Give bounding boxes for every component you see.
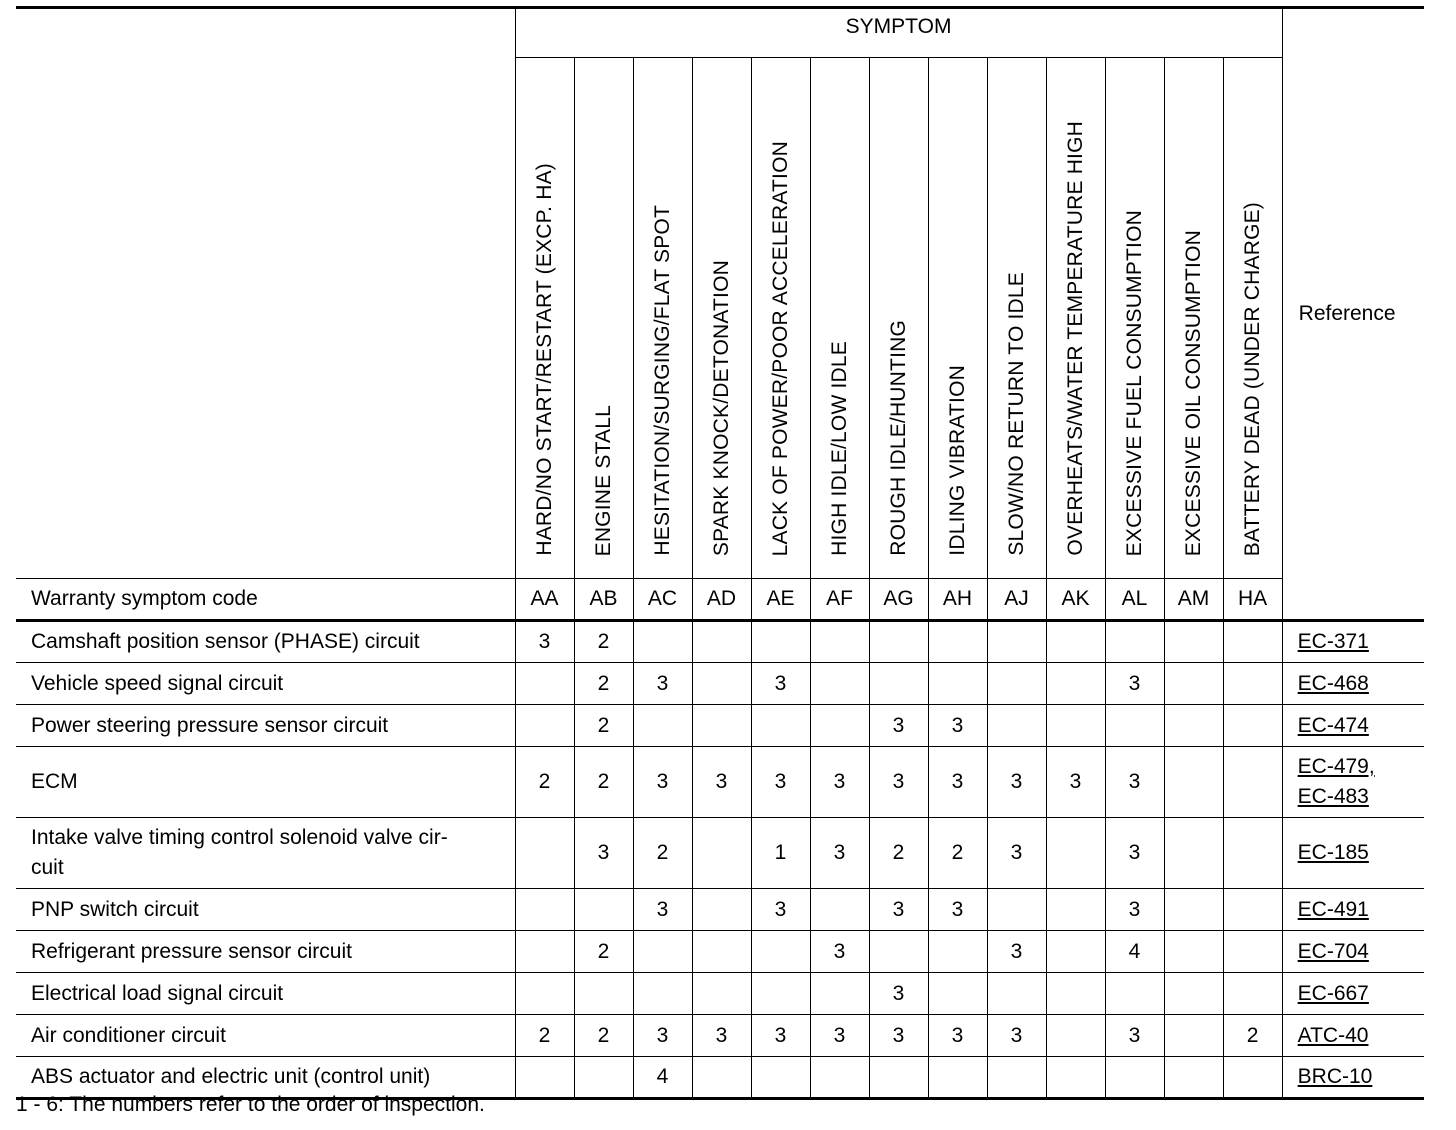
inspection-order-cell: 3 (1105, 747, 1164, 818)
warranty-code-label: Warranty symptom code (16, 579, 515, 621)
row-label-text: Power steering pressure sensor circuit (31, 713, 389, 737)
table-row (16, 889, 1424, 931)
reference-cell (1282, 747, 1424, 818)
reference-link[interactable]: EC-474 (1297, 713, 1369, 737)
inspection-order-cell (1223, 818, 1282, 889)
reference-cell (1282, 889, 1424, 931)
warranty-code: AD (692, 579, 751, 621)
reference-link[interactable]: EC-704 (1297, 939, 1369, 963)
table-row (16, 621, 1424, 663)
inspection-order-cell (574, 1057, 633, 1099)
symptom-header-label: EXCESSIVE FUEL CONSUMPTION (1122, 209, 1146, 556)
row-label-text: Refrigerant pressure sensor circuit (31, 939, 352, 963)
inspection-order-cell: 3 (692, 1015, 751, 1057)
warranty-code: AK (1046, 579, 1105, 621)
inspection-order-cell (692, 818, 751, 889)
inspection-order-cell (574, 973, 633, 1015)
row-label (16, 889, 515, 931)
inspection-order-cell (692, 1057, 751, 1099)
inspection-order-cell: 2 (574, 931, 633, 973)
inspection-order-cell: 3 (928, 1015, 987, 1057)
reference-cell (1282, 818, 1424, 889)
symptom-header-label: OVERHEATS/WATER TEMPERATURE HIGH (1063, 121, 1087, 556)
inspection-order-cell (810, 663, 869, 705)
row-label-text: ECM (31, 770, 78, 793)
row-label-text: Electrical load signal circuit (31, 981, 284, 1005)
inspection-order-cell: 4 (633, 1057, 692, 1099)
reference-link[interactable]: BRC-10 (1297, 1065, 1373, 1088)
inspection-order-cell (810, 705, 869, 747)
inspection-order-cell (1164, 621, 1223, 663)
inspection-order-cell (1046, 1015, 1105, 1057)
inspection-order-cell (987, 663, 1046, 705)
row-label-text: Intake valve timing control solenoid valve cir- (31, 826, 448, 849)
inspection-order-cell (1105, 621, 1164, 663)
reference-cell (1282, 663, 1424, 705)
inspection-order-cell (1046, 931, 1105, 973)
inspection-order-cell (928, 663, 987, 705)
inspection-order-cell (1164, 1015, 1223, 1057)
row-label-text: Camshaft position sensor (PHASE) circuit (31, 630, 420, 653)
inspection-order-cell (692, 889, 751, 931)
inspection-order-cell (692, 705, 751, 747)
symptom-header-label: HESITATION/SURGING/FLAT SPOT (650, 205, 674, 556)
reference-cell (1282, 931, 1424, 973)
header-blank-cell (16, 8, 515, 579)
symptom-header-label: BATTERY DEAD (UNDER CHARGE) (1240, 201, 1264, 556)
row-label-text: ABS actuator and electric unit (control unit) (31, 1065, 431, 1088)
inspection-order-cell: 2 (574, 1015, 633, 1057)
inspection-order-cell (869, 621, 928, 663)
inspection-order-cell: 3 (633, 663, 692, 705)
inspection-order-cell (515, 663, 574, 705)
warranty-code: AF (810, 579, 869, 621)
inspection-order-cell: 2 (574, 747, 633, 818)
inspection-order-cell (928, 621, 987, 663)
symptom-header-cell (692, 58, 751, 579)
inspection-order-cell: 3 (751, 747, 810, 818)
symptom-header-cell (928, 58, 987, 579)
symptom-header-cell (1105, 58, 1164, 579)
inspection-order-cell (1046, 1057, 1105, 1099)
inspection-order-cell: 2 (633, 818, 692, 889)
symptom-table-wrapper (16, 6, 1424, 1100)
inspection-order-cell (574, 889, 633, 931)
symptom-header-label: SLOW/NO RETURN TO IDLE (1004, 272, 1028, 556)
inspection-order-cell: 3 (633, 889, 692, 931)
reference-link[interactable]: EC-479, (1297, 755, 1375, 778)
inspection-order-cell (751, 1057, 810, 1099)
inspection-order-cell (1046, 818, 1105, 889)
row-label (16, 931, 515, 973)
symptom-matrix-table (16, 6, 1424, 1100)
inspection-order-cell (1223, 889, 1282, 931)
row-label (16, 705, 515, 747)
inspection-order-cell (1223, 1057, 1282, 1099)
symptom-header-label: ROUGH IDLE/HUNTING (886, 320, 910, 556)
inspection-order-cell: 3 (1105, 663, 1164, 705)
inspection-order-cell (928, 973, 987, 1015)
warranty-code: AH (928, 579, 987, 621)
inspection-order-cell: 3 (987, 931, 1046, 973)
inspection-order-cell (987, 973, 1046, 1015)
warranty-code: AG (869, 579, 928, 621)
warranty-code: AB (574, 579, 633, 621)
inspection-order-cell (869, 663, 928, 705)
inspection-order-cell (1164, 931, 1223, 973)
reference-link[interactable]: EC-483 (1297, 785, 1369, 808)
inspection-order-cell (1046, 663, 1105, 705)
inspection-order-cell (1223, 663, 1282, 705)
inspection-order-cell (1223, 747, 1282, 818)
symptom-title: SYMPTOM (515, 8, 1282, 58)
inspection-order-cell: 3 (692, 747, 751, 818)
table-row (16, 747, 1424, 818)
row-label (16, 747, 515, 818)
inspection-order-cell: 3 (987, 818, 1046, 889)
inspection-order-cell (810, 973, 869, 1015)
inspection-order-cell (1046, 621, 1105, 663)
reference-header: Reference (1282, 8, 1424, 621)
reference-cell (1282, 705, 1424, 747)
inspection-order-cell: 3 (928, 889, 987, 931)
inspection-order-cell (515, 973, 574, 1015)
inspection-order-cell: 3 (574, 818, 633, 889)
reference-link[interactable]: EC-468 (1297, 671, 1369, 695)
table-row (16, 663, 1424, 705)
inspection-order-cell (692, 663, 751, 705)
reference-cell (1282, 621, 1424, 663)
symptom-header-cell (1046, 58, 1105, 579)
row-label (16, 818, 515, 889)
symptom-header-label: HIGH IDLE/LOW IDLE (827, 341, 851, 556)
inspection-order-cell: 3 (987, 1015, 1046, 1057)
inspection-order-cell (928, 931, 987, 973)
symptom-header-label: SPARK KNOCK/DETONATION (709, 259, 733, 556)
inspection-order-cell: 3 (810, 818, 869, 889)
inspection-order-cell: 3 (633, 747, 692, 818)
row-label (16, 621, 515, 663)
inspection-order-cell (1105, 705, 1164, 747)
symptom-header-label: IDLING VIBRATION (945, 365, 969, 556)
warranty-code: AJ (987, 579, 1046, 621)
symptom-header-cell (574, 58, 633, 579)
symptom-header-label: EXCESSIVE OIL CONSUMPTION (1181, 229, 1205, 556)
inspection-order-cell: 2 (1223, 1015, 1282, 1057)
inspection-order-cell: 3 (633, 1015, 692, 1057)
inspection-order-cell: 3 (1105, 818, 1164, 889)
inspection-order-cell: 3 (810, 931, 869, 973)
inspection-order-cell (987, 1057, 1046, 1099)
inspection-order-cell (515, 931, 574, 973)
inspection-order-cell (751, 931, 810, 973)
inspection-order-cell: 2 (515, 747, 574, 818)
inspection-order-cell: 2 (515, 1015, 574, 1057)
inspection-order-cell: 3 (869, 747, 928, 818)
inspection-order-cell: 3 (751, 663, 810, 705)
inspection-order-cell (1223, 973, 1282, 1015)
warranty-code: AL (1105, 579, 1164, 621)
inspection-order-cell: 3 (928, 747, 987, 818)
inspection-order-cell (987, 889, 1046, 931)
inspection-order-cell (869, 1057, 928, 1099)
inspection-order-cell (633, 931, 692, 973)
reference-link[interactable]: EC-667 (1297, 981, 1369, 1005)
symptom-header-cell (633, 58, 692, 579)
inspection-order-cell (515, 889, 574, 931)
row-label (16, 973, 515, 1015)
inspection-order-cell: 2 (574, 663, 633, 705)
warranty-code: AA (515, 579, 574, 621)
inspection-order-cell (1046, 705, 1105, 747)
inspection-order-cell: 3 (987, 747, 1046, 818)
inspection-order-cell: 4 (1105, 931, 1164, 973)
inspection-order-cell (1164, 705, 1223, 747)
inspection-order-cell (928, 1057, 987, 1099)
inspection-order-cell: 3 (869, 705, 928, 747)
inspection-order-cell (1164, 1057, 1223, 1099)
symptom-header-cell (1164, 58, 1223, 579)
inspection-order-cell: 3 (1105, 1015, 1164, 1057)
reference-link[interactable]: EC-371 (1297, 630, 1369, 653)
inspection-order-cell (987, 621, 1046, 663)
row-label (16, 1015, 515, 1057)
reference-cell (1282, 973, 1424, 1015)
inspection-order-cell: 2 (574, 621, 633, 663)
inspection-order-cell: 3 (810, 747, 869, 818)
inspection-order-cell (633, 705, 692, 747)
reference-link[interactable]: EC-491 (1297, 897, 1369, 921)
warranty-code: AE (751, 579, 810, 621)
table-row (16, 705, 1424, 747)
inspection-order-cell (987, 705, 1046, 747)
inspection-order-cell (633, 621, 692, 663)
inspection-order-cell (515, 705, 574, 747)
table-row (16, 931, 1424, 973)
symptom-header-cell (515, 58, 574, 579)
inspection-order-cell (692, 931, 751, 973)
inspection-order-cell: 2 (928, 818, 987, 889)
inspection-order-cell (515, 1057, 574, 1099)
inspection-order-cell: 3 (1046, 747, 1105, 818)
table-body (16, 621, 1424, 1099)
warranty-code: HA (1223, 579, 1282, 621)
symptom-header-cell (810, 58, 869, 579)
inspection-order-cell (1164, 889, 1223, 931)
symptom-header-cell (751, 58, 810, 579)
inspection-order-cell (633, 973, 692, 1015)
inspection-order-cell (1046, 973, 1105, 1015)
reference-link[interactable]: ATC-40 (1297, 1023, 1369, 1047)
inspection-order-cell: 3 (869, 973, 928, 1015)
inspection-order-cell (751, 705, 810, 747)
inspection-order-cell (1105, 973, 1164, 1015)
inspection-order-cell: 3 (515, 621, 574, 663)
reference-link[interactable]: EC-185 (1297, 841, 1369, 864)
warranty-code: AC (633, 579, 692, 621)
table-row (16, 818, 1424, 889)
inspection-order-cell (751, 973, 810, 1015)
warranty-code-row (16, 579, 1424, 621)
symptom-header-label: ENGINE STALL (591, 404, 615, 556)
table-row (16, 1015, 1424, 1057)
inspection-order-cell: 3 (928, 705, 987, 747)
inspection-order-cell (692, 621, 751, 663)
inspection-order-cell: 1 (751, 818, 810, 889)
inspection-order-cell: 3 (869, 1015, 928, 1057)
inspection-order-cell (1164, 818, 1223, 889)
warranty-code: AM (1164, 579, 1223, 621)
inspection-order-cell (810, 1057, 869, 1099)
inspection-order-cell (810, 889, 869, 931)
reference-cell (1282, 1057, 1424, 1099)
inspection-order-cell (751, 621, 810, 663)
inspection-order-cell (1223, 621, 1282, 663)
row-label-text-continued: cuit (31, 856, 64, 879)
inspection-order-cell (1105, 1057, 1164, 1099)
inspection-order-cell (1164, 973, 1223, 1015)
symptom-header-cell (1223, 58, 1282, 579)
row-label (16, 663, 515, 705)
symptom-header-label: HARD/NO START/RESTART (EXCP. HA) (532, 163, 556, 556)
inspection-order-cell: 3 (810, 1015, 869, 1057)
inspection-order-cell: 3 (1105, 889, 1164, 931)
inspection-order-cell (869, 931, 928, 973)
inspection-order-cell: 3 (869, 889, 928, 931)
inspection-order-cell (1046, 889, 1105, 931)
inspection-order-cell: 2 (574, 705, 633, 747)
inspection-order-cell: 2 (869, 818, 928, 889)
row-label-text: PNP switch circuit (31, 897, 199, 921)
inspection-order-cell: 3 (751, 1015, 810, 1057)
table-row (16, 973, 1424, 1015)
inspection-order-cell (810, 621, 869, 663)
inspection-order-cell (692, 973, 751, 1015)
inspection-order-cell (1164, 747, 1223, 818)
reference-cell (1282, 1015, 1424, 1057)
symptom-header-cell (987, 58, 1046, 579)
inspection-order-cell (515, 818, 574, 889)
symptom-header-label: LACK OF POWER/POOR ACCELERATION (768, 140, 792, 556)
inspection-order-cell (1223, 931, 1282, 973)
row-label-text: Vehicle speed signal circuit (31, 671, 284, 695)
footnote: 1 - 6: The numbers refer to the order of inspection. (16, 1093, 485, 1116)
row-label-text: Air conditioner circuit (31, 1023, 226, 1047)
inspection-order-cell (1223, 705, 1282, 747)
inspection-order-cell: 3 (751, 889, 810, 931)
symptom-header-cell (869, 58, 928, 579)
inspection-order-cell (1164, 663, 1223, 705)
